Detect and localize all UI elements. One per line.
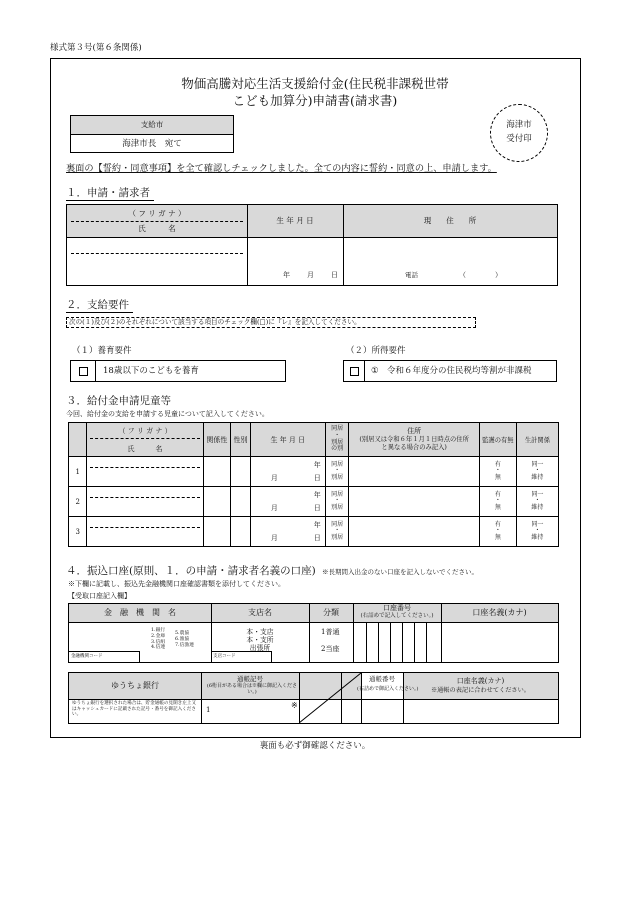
child-name-header: 氏 名 — [127, 444, 163, 453]
addressee-box — [70, 115, 234, 153]
applicant-furigana-label: （ フ リ ガ ナ ） — [128, 209, 186, 218]
section1-title: １．申請・請求者 — [66, 188, 154, 201]
pledge-statement: 裏面の【誓約・同意事項】を全て確認しチェックしました。全ての内容に誓約・同意の上、申請します。 — [66, 163, 497, 174]
section4-note: ※長期間入出金のない口座を記入しないでください。 — [322, 568, 478, 576]
dob-year: 年 — [283, 271, 290, 279]
phone-paren-close: ） — [495, 271, 502, 279]
bank-account-table — [68, 603, 559, 663]
req2-label: （２）所得要件 — [346, 346, 406, 356]
child-row: 3 年 月 日 同居 ・ 別居 有 ・ 無 同一 ・ 維持 — [69, 517, 559, 547]
dob-month: 月 — [307, 271, 314, 279]
child-dob-header: 生 年 月 日 — [250, 423, 325, 457]
child-address-header: 住所 (別居又は令和６年１月１日時点の住所 と異なる場合のみ記入) — [349, 423, 479, 457]
phone-label: 電話 — [405, 271, 418, 279]
bank-types-b: 5.農協 6.漁協 7.信漁連 — [175, 631, 194, 648]
diagonal-strike — [299, 673, 361, 723]
branch-code-boxes[interactable]: 支店コード — [211, 651, 272, 663]
cohab-header: 同居 ・ 別居 の別 — [325, 423, 349, 457]
req2-num: ① — [371, 366, 379, 376]
yucho-holder-header: 口座名義(カナ) — [456, 677, 505, 685]
passbook-number-header: 通帳番号 — [369, 675, 395, 683]
section4-title: ４．振込口座(原則、１．の申請・請求者名義の口座) — [66, 565, 316, 577]
support-header: 生計関係 — [516, 423, 558, 457]
type-current[interactable]: 2当座 — [321, 645, 340, 653]
account-number-header: 口座番号 — [383, 604, 411, 612]
req2-text: 令和６年度分の住民税均等割が非課税 — [387, 366, 532, 376]
applicant-table — [66, 204, 558, 286]
req2-checkbox[interactable] — [350, 367, 359, 376]
account-number-note: (右詰めで記入してください。) — [360, 613, 434, 619]
addressee-header: 支給市 — [140, 120, 164, 129]
section2-title: ２．支給要件 — [66, 300, 133, 313]
yucho-holder-note: ※通帳の表記に合わせてください。 — [431, 687, 530, 694]
passbook-number-note: (右詰めで御記入ください。) — [357, 686, 419, 692]
title-line2: こども加算分)申請書(請求書) — [232, 93, 398, 108]
stamp-line1: 海津市 — [506, 120, 532, 130]
reception-stamp-area — [490, 104, 548, 162]
bank-name-header: 金 融 機 関 名 — [104, 608, 176, 617]
type-ordinary[interactable]: 1普通 — [321, 628, 340, 636]
branch-types: 本・支店 本・支所 出張所 — [246, 628, 274, 653]
bank-types-a: 1.銀行 2.金庫 3.信組 4.信連 — [151, 628, 166, 651]
relation-header: 関係性 — [203, 423, 231, 457]
addressee-name: 海津市長 宛て — [122, 139, 182, 149]
req1-text: 18歳以下のこどもを養育 — [103, 366, 199, 376]
req2-box — [343, 360, 557, 382]
child-row: 2 年 月 日 同居 ・ 別居 有 ・ 無 同一 ・ 維持 — [69, 487, 559, 517]
section3-title: ３．給付金申請児童等 — [66, 395, 171, 407]
req1-checkbox[interactable] — [79, 367, 88, 376]
type-header: 分類 — [323, 608, 339, 617]
child-row: 1 年 月 日 同居 ・ 別居 有 ・ 無 同一 ・ 維持 — [69, 457, 559, 487]
yucho-header: ゆうちょ銀行 — [111, 681, 159, 690]
branch-header: 支店名 — [248, 608, 272, 617]
custody-header: 監護の有無 — [479, 423, 516, 457]
children-table — [68, 422, 559, 547]
passbook-mark: ※ — [291, 701, 298, 710]
passbook-code-header: 通帳記号 — [237, 675, 263, 683]
yucho-table — [68, 672, 559, 724]
passbook-code-note: (6桁目がある場合は※欄に御記入ください。) — [206, 683, 298, 695]
child-furigana-header: （ フ リ ガ ナ ） — [118, 426, 172, 435]
section3-subtitle: 今回、給付金の支給を申請する児童について記入してください。 — [66, 410, 269, 418]
phone-paren-open: （ — [459, 271, 466, 279]
bank-code-boxes[interactable]: 金融機関コード — [69, 651, 140, 663]
form-number: 様式第３号(第６条関係) — [50, 43, 142, 53]
section4-note2: ※下欄に記載し、振込先金融機関口座確認書類を添付してください。 — [68, 580, 285, 588]
applicant-address-label: 現 住 所 — [423, 216, 477, 225]
applicant-name-label: 氏 名 — [138, 224, 176, 233]
dob-day: 日 — [331, 271, 338, 279]
applicant-dob-label: 生 年 月 日 — [276, 216, 314, 225]
req1-label: （１）養育要件 — [72, 346, 132, 356]
req1-box — [70, 360, 286, 382]
passbook-digit-one: 1 — [206, 706, 211, 714]
stamp-line2: 受付印 — [506, 134, 532, 144]
yucho-description: ゆうちょ銀行を選択された場合は、貯金通帳の見開き左上又はキャッシュカードに記載された記号・番号を御記入ください。 — [72, 701, 197, 718]
footer-note: 裏面も必ず御確認ください。 — [259, 741, 371, 751]
section2-instruction: 次の(１)及び(２)のそれぞれについて該当する項目のチェック欄(□)に『レ』を記入してください。 — [66, 317, 476, 328]
account-bracket: 【受取口座記入欄】 — [68, 592, 131, 600]
sex-header: 性別 — [231, 423, 251, 457]
title-line1: 物価高騰対応生活支援給付金(住民税非課税世帯 — [181, 76, 449, 91]
holder-header: 口座名義(カナ) — [472, 608, 527, 617]
